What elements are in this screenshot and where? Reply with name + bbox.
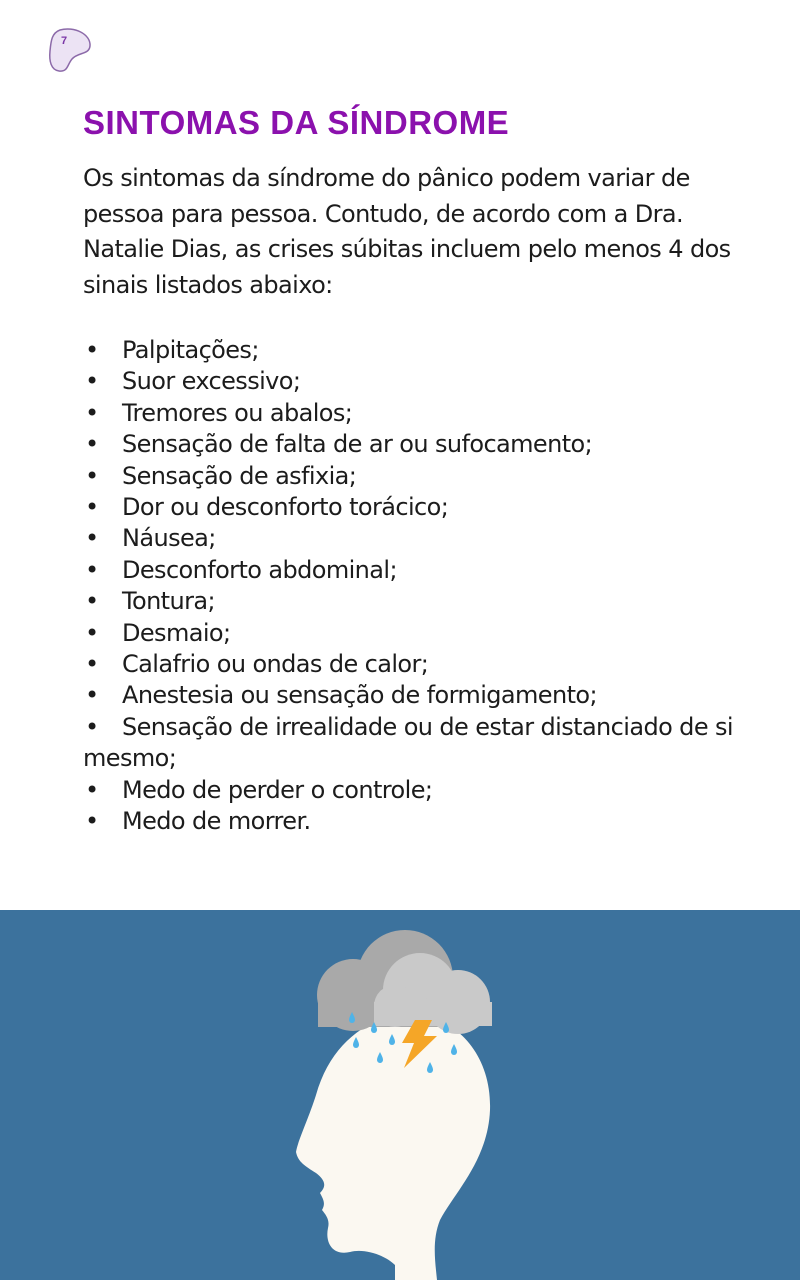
symptom-text: Suor excessivo; (122, 367, 301, 396)
symptom-text: Dor ou desconforto torácico; (122, 493, 449, 522)
intro-paragraph: Os sintomas da síndrome do pânico podem variar de pessoa para pessoa. Contudo, de acordo com a Dra. Natalie Dias, as crises súbitas incluem pelo menos 4 dos sinais listados abaixo: (83, 164, 731, 299)
anxiety-illustration (0, 910, 800, 1280)
bullet-icon: • (85, 461, 99, 490)
bullet-icon: • (85, 398, 99, 427)
list-item (83, 586, 743, 617)
list-item (83, 806, 743, 837)
list-item (83, 492, 743, 523)
list-item (83, 523, 743, 554)
bullet-icon: • (85, 367, 99, 396)
list-item (83, 618, 743, 649)
list-item (83, 429, 743, 460)
list-item (83, 775, 743, 806)
bullet-icon: • (85, 712, 99, 741)
symptom-text: Tontura; (122, 587, 215, 616)
page-badge-icon (46, 26, 94, 74)
bullet-icon: • (85, 775, 99, 804)
bullet-icon: • (85, 807, 99, 836)
page-number: 7 (61, 35, 68, 47)
list-item (83, 712, 743, 775)
symptom-list (83, 335, 743, 838)
symptom-text: Medo de morrer. (122, 807, 311, 836)
list-item (83, 461, 743, 492)
list-item (83, 555, 743, 586)
symptom-text: Sensação de asfixia; (122, 461, 357, 490)
symptom-text: Desconforto abdominal; (122, 555, 397, 584)
symptom-text: Desmaio; (122, 618, 231, 647)
bullet-icon: • (85, 650, 99, 679)
list-item (83, 398, 743, 429)
bullet-icon: • (85, 493, 99, 522)
list-item (83, 649, 743, 680)
symptom-text: Anestesia ou sensação de formigamento; (122, 681, 597, 710)
bullet-icon: • (85, 555, 99, 584)
page-number-badge (46, 26, 94, 74)
symptom-text: Sensação de irrealidade ou de estar distanciado de si mesmo; (83, 712, 733, 773)
symptom-text: Calafrio ou ondas de calor; (122, 650, 429, 679)
section-title: SINTOMAS DA SÍNDROME (83, 104, 510, 141)
symptom-text: Náusea; (122, 524, 216, 553)
bullet-icon: • (85, 618, 99, 647)
symptom-text: Sensação de falta de ar ou sufocamento; (122, 430, 593, 459)
list-item (83, 680, 743, 711)
bullet-icon: • (85, 524, 99, 553)
bullet-icon: • (85, 430, 99, 459)
symptom-text: Palpitações; (122, 336, 259, 364)
list-item (83, 366, 743, 397)
bullet-icon: • (85, 587, 99, 616)
symptom-text: Tremores ou abalos; (122, 398, 353, 427)
head-silhouette-icon (296, 1014, 490, 1280)
symptom-text: Medo de perder o controle; (122, 775, 433, 804)
bullet-icon: • (85, 336, 99, 364)
head-storm-illustration (0, 910, 800, 1280)
list-item (83, 335, 743, 366)
bullet-icon: • (85, 681, 99, 710)
